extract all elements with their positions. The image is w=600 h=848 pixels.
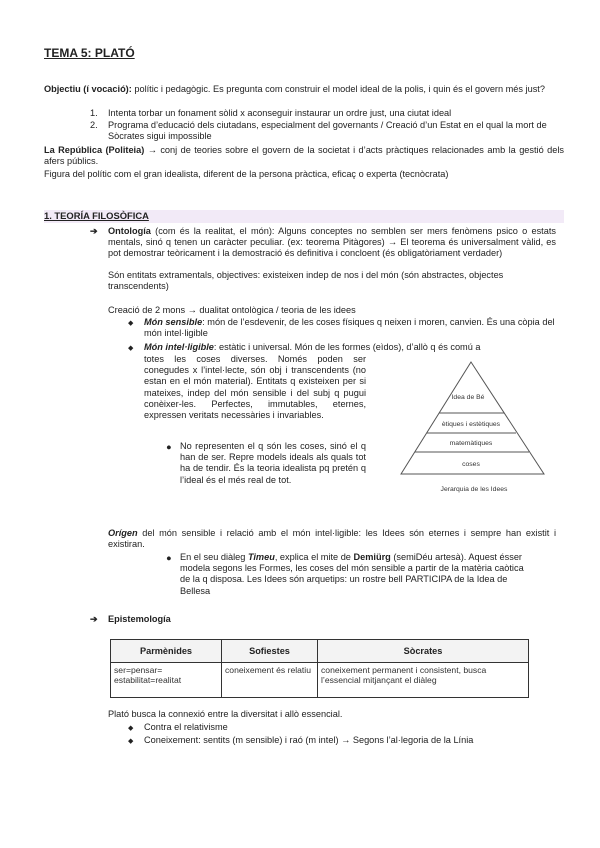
origen-label: Orígen [108, 528, 138, 538]
timeu-title: Timeu [247, 552, 275, 562]
page-title: TEMA 5: PLATÓ [44, 46, 135, 60]
republica-paragraph [44, 145, 564, 167]
circle-bullet-icon: ● [166, 553, 172, 563]
pyramid-outline [401, 362, 544, 474]
demiurg-paragraph [180, 552, 526, 597]
objectiu-item-2: Programa d’educació dels ciutadans, especialment del governants / Creació d’un Estat en el qual la mort de Sòcrates sigui impossible [108, 120, 547, 142]
ontologia-paragraph [108, 226, 556, 260]
ontologia-para2: Són entitats extramentals, objectives: existeixen indep de nos i del món (són abstractes, objectes transcendents) [108, 270, 504, 292]
epistemologia-heading: Epistemología [108, 614, 171, 624]
diamond-bullet-icon: ◆ [128, 345, 134, 352]
epistemologia-conclusion: Plató busca la connexió entre la diversitat i allò essencial. [108, 709, 343, 719]
ideal-models-paragraph: No representen el q són les coses, sinó el q han de ser. Repre models ideals als quals tot ha de tendir. És la teoria idealista pq pretén q l’ideal és el més real de tot. [180, 441, 366, 485]
table-cell-parmenides: ser=pensar= estabilitat=realitat [111, 663, 222, 698]
objectiu-item-number-1: 1. [90, 108, 98, 118]
pyramid-level-idea-be: Idea de Bé [451, 394, 485, 401]
republica-label: La República (Politeia) [44, 145, 145, 155]
republica-text: → conj de teories sobre el govern de la societat i d’acts pràctiques relacionades amb la gestió dels afers públics. [44, 145, 564, 167]
mon-intelligible-text: : estàtic i universal. Món de les formes (eìdos), d’allò q és comú a [213, 342, 481, 352]
table-header-row [111, 640, 529, 663]
arrow-bullet-icon: ➔ [90, 614, 98, 624]
table-cell-sofistes: coneixement és relatiu [222, 663, 318, 698]
mon-sensible-text: : món de l’esdevenir, de les coses físiques q neixen i moren, canvien. És una còpia del món intel·ligible [144, 317, 555, 339]
mon-intelligible-first-line [144, 342, 564, 353]
demiurg-text-pre: En el seu diàleg [180, 552, 248, 562]
origen-paragraph [108, 528, 556, 550]
demiurg-text-mid: , explica el mite de [274, 552, 354, 562]
diamond-bullet-icon: ◆ [128, 725, 134, 732]
philosophers-comparison-table [110, 639, 529, 698]
bullet-relativisme: Contra el relativisme [144, 722, 228, 732]
demiurg-term: Demiürg [353, 552, 391, 562]
ontologia-label: Ontología [108, 226, 151, 236]
table-row [111, 663, 529, 698]
table-cell-socrates: coneixement permanent i consistent, busca l’essencial mitjançant el diàleg [318, 663, 529, 698]
circle-bullet-icon: ● [166, 442, 172, 452]
mon-sensible-label: Món sensible [144, 317, 203, 327]
bullet-coneixement: Coneixement: sentits (m sensible) i raó (m intel) → Segons l’al·legoria de la Línia [144, 735, 474, 745]
demiurg-text-post: (semiDéu artesà). Aquest ésser modela segons les Formes, les coses del món sensible a partir de la matèria caòtica de la q disposa. Les Idees són arquetips: un rostre bell PARTICIPA de la Idea de Bellesa [180, 552, 524, 596]
diamond-bullet-icon: ◆ [128, 738, 134, 745]
table-header-sofistes: Sofiestes [222, 640, 318, 663]
table-header-parmenides: Parmènides [111, 640, 222, 663]
creacio-line: Creació de 2 mons → dualitat ontològica / teoria de les idees [108, 305, 356, 315]
diamond-bullet-icon: ◆ [128, 320, 134, 327]
mon-intelligible-description: totes les coses diverses. Només poden ser conegudes x l’intel·lecte, són obj i transcendents (no estan en el món material). Entitats q existeixen per si mateixes, indep del món sensible i del subj q pugui conèixer-les. Perfectes, immutables, eternes, expressen veritats necessàries i invariables. [144, 354, 366, 421]
section-heading-teoria [44, 210, 564, 223]
mon-intelligible-label: Món intel·ligible [144, 342, 214, 352]
pyramid-level-coses: coses [462, 461, 480, 468]
mon-sensible-paragraph [144, 317, 556, 339]
objectiu-label: Objectiu (í vocació): [44, 84, 132, 94]
pyramid-caption: Jerarquia de les Idees [440, 486, 508, 493]
section-heading-text: 1. TEORÍA FILOSÒFICA [44, 210, 149, 221]
origen-text: del món sensible i relació amb el món intel·ligible: les Idees són eternes i sempre han existit i existiran. [108, 528, 556, 550]
objectiu-item-number-2: 2. [90, 120, 98, 130]
pyramid-level-etiques: ètiques i estètiques [441, 421, 501, 428]
hierarchy-pyramid-diagram [396, 356, 556, 496]
ontologia-text: (com és la realitat, el món): Alguns conceptes no semblen ser mers fenòmens psico o estats mentals, sinó q tenen un caràcter peculiar. (ex: teorema Pitàgores) → El teorema és universalment vàlid, es pot demostrar teòricament i la demostració és definitiva i concloent (és obligatòriament verdader) [108, 226, 556, 259]
pyramid-level-matematiques: matemàtiques [449, 440, 493, 447]
objectiu-paragraph [44, 84, 564, 95]
republica-line2: Figura del polític com el gran idealista, diferent de la persona pràctica, eficaç o experta (tecnòcrata) [44, 169, 449, 179]
arrow-bullet-icon: ➔ [90, 226, 98, 236]
objectiu-item-1: Intenta torbar un fonament sòlid x aconseguir instaurar un ordre just, una ciutat ideal [108, 108, 452, 118]
objectiu-text: polític i pedagògic. Es pregunta com construir el model ideal de la polis, i quin és el govern més just? [131, 84, 545, 94]
table-header-socrates: Sòcrates [318, 640, 529, 663]
